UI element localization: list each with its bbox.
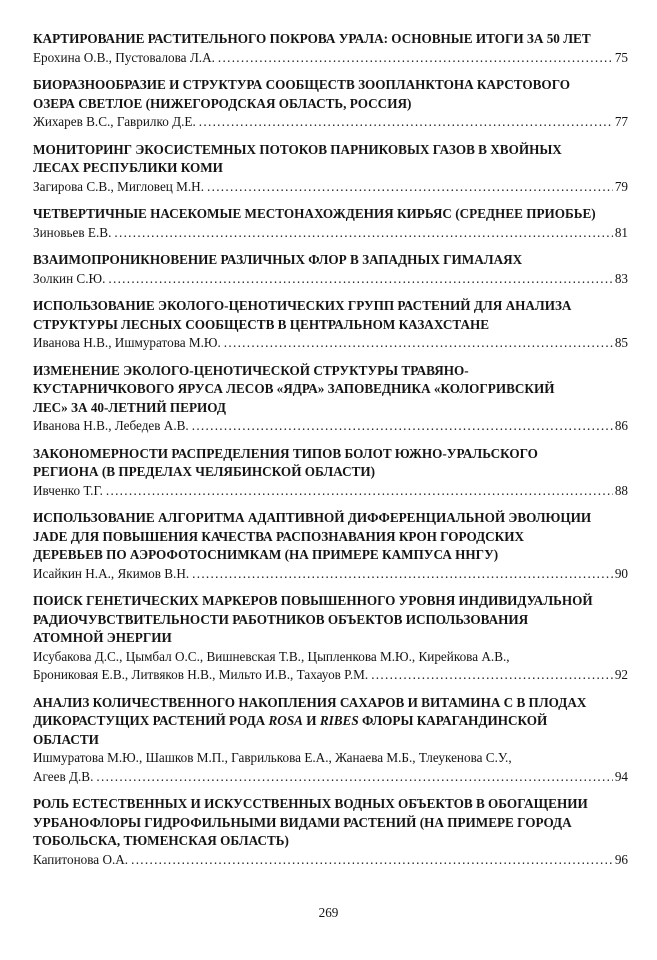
entry-authors <box>33 851 628 870</box>
entry-authors <box>33 270 628 289</box>
entry-authors <box>33 565 628 584</box>
entry-title-line: ИЗМЕНЕНИЕ ЭКОЛОГО-ЦЕНОТИЧЕСКОЙ СТРУКТУРЫ ТРАВЯНО- <box>33 362 469 378</box>
entry-title-line: ИСПОЛЬЗОВАНИЕ ЭКОЛОГО-ЦЕНОТИЧЕСКИХ ГРУПП РАСТЕНИЙ ДЛЯ АНАЛИЗА <box>33 298 572 313</box>
toc-entry <box>33 694 628 787</box>
entry-authors <box>33 113 628 132</box>
entry-title <box>33 30 628 49</box>
entry-author-line: Брониковая Е.В., Литвяков Н.В., Мильто И.В., Тахауов Р.М. ..... 92 <box>33 666 628 685</box>
dot-leader <box>106 482 613 501</box>
entry-title <box>33 509 628 565</box>
entry-page-number: 96 <box>614 851 628 867</box>
entry-title-line: ОЗЕРА СВЕТЛОЕ (НИЖЕГОРОДСКАЯ ОБЛАСТЬ, РОССИЯ) <box>33 95 412 111</box>
entry-title-line: КАРТИРОВАНИЕ РАСТИТЕЛЬНОГО ПОКРОВА УРАЛА: ОСНОВНЫЕ ИТОГИ ЗА 50 ЛЕТ <box>33 31 591 46</box>
entry-authors <box>33 482 628 501</box>
entry-title-line: ТОБОЛЬСКА, ТЮМЕНСКАЯ ОБЛАСТЬ) <box>33 833 289 848</box>
entry-title-line: КУСТАРНИЧКОВОГО ЯРУСА ЛЕСОВ «ЯДРА» ЗАПОВЕДНИКА «КОЛОГРИВСКИЙ <box>33 381 555 396</box>
entry-title-line: УРБАНОФЛОРЫ ГИДРОФИЛЬНЫМИ ВИДАМИ РАСТЕНИЙ (НА ПРИМЕРЕ ГОРОДА <box>33 814 572 830</box>
entry-title-line: МОНИТОРИНГ ЭКОСИСТЕМНЫХ ПОТОКОВ ПАРНИКОВЫХ ГАЗОВ В ХВОЙНЫХ <box>33 141 562 157</box>
entry-author-line: Капитонова О.А. ..... 96 <box>33 851 628 870</box>
entry-title <box>33 141 628 178</box>
dot-leader <box>218 49 613 68</box>
entry-title-line: ИСПОЛЬЗОВАНИЕ АЛГОРИТМА АДАПТИВНОЙ ДИФФЕРЕНЦИАЛЬНОЙ ЭВОЛЮЦИИ <box>33 510 592 525</box>
toc-entry <box>33 445 628 501</box>
entry-title-line: ПОИСК ГЕНЕТИЧЕСКИХ МАРКЕРОВ ПОВЫШЕННОГО УРОВНЯ ИНДИВИДУАЛЬНОЙ <box>33 593 593 608</box>
dot-leader <box>371 666 613 685</box>
toc-entry <box>33 141 628 197</box>
toc-entry <box>33 30 628 67</box>
entry-authors <box>33 224 628 243</box>
toc-list <box>33 30 628 878</box>
entry-author-line: Агеев Д.В. ..... 94 <box>33 768 628 787</box>
entry-authors <box>33 648 628 685</box>
entry-title-line: СТРУКТУРЫ ЛЕСНЫХ СООБЩЕСТВ В ЦЕНТРАЛЬНОМ КАЗАХСТАНЕ <box>33 316 490 332</box>
entry-title <box>33 205 628 224</box>
entry-authors <box>33 178 628 197</box>
entry-title-line: ЛЕСАХ РЕСПУБЛИКИ КОМИ <box>33 160 223 175</box>
dot-leader <box>96 768 612 787</box>
entry-title <box>33 592 628 648</box>
entry-title-line: JADE ДЛЯ ПОВЫШЕНИЯ КАЧЕСТВА РАСПОЗНАВАНИЯ КРОН ГОРОДСКИХ <box>33 528 525 544</box>
entry-author-line: Исубакова Д.С., Цымбал О.С., Вишневская Т.В., Цыпленкова М.Ю., Кирейкова А.В., <box>33 648 510 664</box>
entry-page-number: 90 <box>614 565 628 581</box>
entry-page-number: 85 <box>614 335 628 350</box>
dot-leader <box>108 270 612 289</box>
entry-author-line: Ивченко Т.Г. ..... 88 <box>33 482 628 501</box>
entry-title-line: РАДИОЧУВСТВИТЕЛЬНОСТИ РАБОТНИКОВ ОБЪЕКТОВ ИСПОЛЬЗОВАНИЯ <box>33 611 529 627</box>
entry-title-line: РОЛЬ ЕСТЕСТВЕННЫХ И ИСКУССТВЕННЫХ ВОДНЫХ ОБЪЕКТОВ В ОБОГАЩЕНИИ <box>33 796 588 811</box>
dot-leader <box>114 224 612 243</box>
entry-author-line: Ишмуратова М.Ю., Шашков М.П., Гаврилькова Е.А., Жанаева М.Б., Тлеукенова С.У., <box>33 750 512 765</box>
entry-author-line: Иванова Н.В., Ишмуратова М.Ю. ..... 85 <box>33 334 628 353</box>
toc-entry <box>33 592 628 685</box>
entry-author-line: Ерохина О.В., Пустовалова Л.А. ..... 75 <box>33 49 628 68</box>
entry-title <box>33 76 628 113</box>
entry-page-number: 83 <box>614 270 628 286</box>
dot-leader <box>131 851 613 870</box>
entry-title-line: ЗАКОНОМЕРНОСТИ РАСПРЕДЕЛЕНИЯ ТИПОВ БОЛОТ ЮЖНО-УРАЛЬСКОГО <box>33 445 538 461</box>
entry-author-line: Загирова С.В., Мигловец М.Н. ..... 79 <box>33 178 628 197</box>
entry-title-line: ДЕРЕВЬЕВ ПО АЭРОФОТОСНИМКАМ (НА ПРИМЕРЕ КАМПУСА ННГУ) <box>33 547 499 562</box>
entry-title-line: АНАЛИЗ КОЛИЧЕСТВЕННОГО НАКОПЛЕНИЯ САХАРОВ И ВИТАМИНА С В ПЛОДАХ <box>33 694 587 710</box>
toc-entry <box>33 509 628 583</box>
entry-title-line: АТОМНОЙ ЭНЕРГИИ <box>33 630 172 645</box>
entry-title-line: РЕГИОНА (В ПРЕДЕЛАХ ЧЕЛЯБИНСКОЙ ОБЛАСТИ) <box>33 464 376 479</box>
entry-title <box>33 251 628 270</box>
toc-entry <box>33 205 628 242</box>
entry-page-number: 77 <box>614 114 628 129</box>
entry-page-number: 86 <box>614 418 628 433</box>
entry-page-number: 75 <box>614 49 628 65</box>
entry-author-line: Жихарев В.С., Гаврилко Д.Е. ..... 77 <box>33 113 628 132</box>
entry-title <box>33 795 628 851</box>
toc-entry <box>33 362 628 436</box>
entry-page-number: 94 <box>614 768 628 784</box>
entry-authors <box>33 749 628 786</box>
entry-author-line: Иванова Н.В., Лебедев А.В. ..... 86 <box>33 417 628 436</box>
entry-title-line: ВЗАИМОПРОНИКНОВЕНИЕ РАЗЛИЧНЫХ ФЛОР В ЗАПАДНЫХ ГИМАЛАЯХ <box>33 252 523 267</box>
entry-title-line: ДИКОРАСТУЩИХ РАСТЕНИЙ РОДА ROSA И RIBES ФЛОРЫ КАРАГАНДИНСКОЙ <box>33 713 548 728</box>
dot-leader <box>207 178 613 197</box>
toc-entry <box>33 795 628 869</box>
entry-page-number: 79 <box>614 178 628 194</box>
entry-title <box>33 694 628 750</box>
entry-title-line: БИОРАЗНООБРАЗИЕ И СТРУКТУРА СООБЩЕСТВ ЗООПЛАНКТОНА КАРСТОВОГО <box>33 77 571 92</box>
toc-entry <box>33 297 628 353</box>
entry-title-line: ЛЕС» ЗА 40-ЛЕТНИЙ ПЕРИОД <box>33 399 226 415</box>
dot-leader <box>192 565 613 584</box>
entry-authors <box>33 334 628 353</box>
entry-title-line: ОБЛАСТИ <box>33 731 99 747</box>
toc-entry <box>33 76 628 132</box>
toc-entry <box>33 251 628 288</box>
entry-author-line: Исайкин Н.А., Якимов В.Н. ..... 90 <box>33 565 628 584</box>
entry-title <box>33 445 628 482</box>
entry-title-line: ЧЕТВЕРТИЧНЫЕ НАСЕКОМЫЕ МЕСТОНАХОЖДЕНИЯ КИРЬЯС (СРЕДНЕЕ ПРИОБЬЕ) <box>33 206 596 221</box>
entry-authors <box>33 49 628 68</box>
dot-leader <box>224 334 613 353</box>
dot-leader <box>199 113 613 132</box>
entry-page-number: 88 <box>614 482 628 498</box>
entry-page-number: 92 <box>614 667 628 682</box>
entry-authors <box>33 417 628 436</box>
entry-title <box>33 362 628 418</box>
entry-author-line: Зиновьев Е.В. ..... 81 <box>33 224 628 243</box>
entry-author-line: Золкин С.Ю. ..... 83 <box>33 270 628 289</box>
dot-leader <box>192 417 613 436</box>
footer-page-number: 269 <box>318 905 339 920</box>
entry-title <box>33 297 628 334</box>
entry-page-number: 81 <box>614 224 628 240</box>
